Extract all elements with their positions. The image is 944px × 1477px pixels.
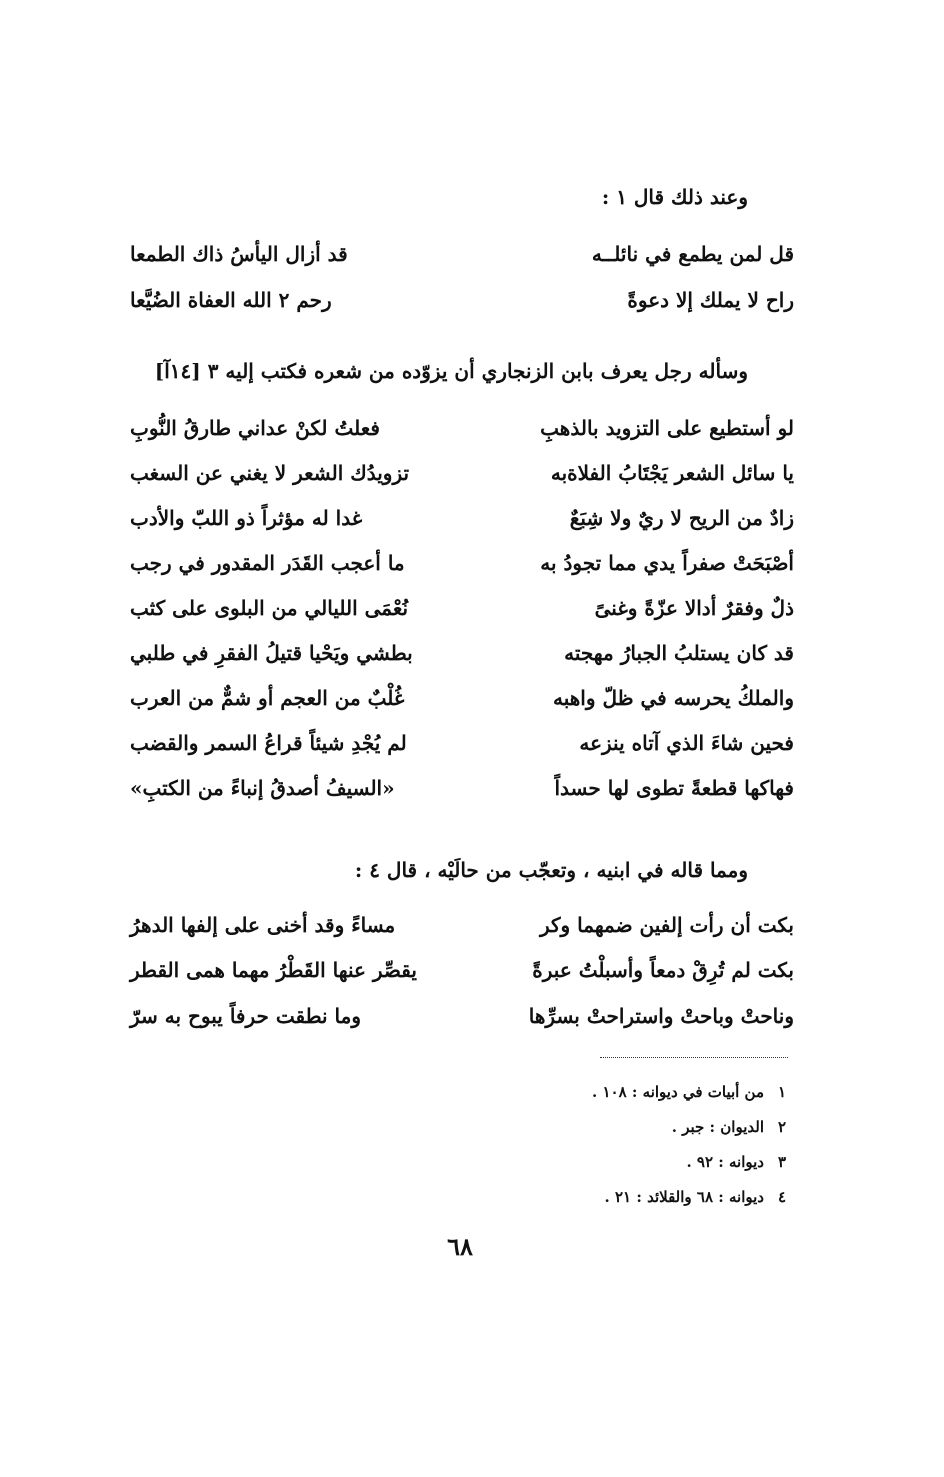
verse-hemistich-first: راح لا يملك إلا دعوةً xyxy=(627,288,794,312)
intro-line-3: ومما قاله في ابنيه ، وتعجّب من حالَيْه ، قال ٤ : xyxy=(354,858,748,882)
verse-couplet xyxy=(130,996,794,1036)
footnote xyxy=(266,1115,786,1139)
verse-hemistich-second: غدا له مؤثراً ذو اللبّ والأدب xyxy=(130,506,363,530)
verse-couplet xyxy=(130,453,794,493)
footnote xyxy=(266,1150,786,1174)
verse-hemistich-second: رحم ٢ الله العفاة الضُيَّعا xyxy=(130,288,332,312)
verse-couplet xyxy=(130,723,794,763)
intro-line-2: وسأله رجل يعرف بابن الزنجاري أن يزوّده من شعره فكتب إليه ٣ [١٤آ] xyxy=(154,359,748,383)
footnote-number: ٣ xyxy=(777,1153,786,1171)
verse-hemistich-first: فهاكها قطعةً تطوى لها حسداً xyxy=(554,776,794,800)
verse-couplet xyxy=(130,678,794,718)
footnote-text: الديوان : جبر . xyxy=(671,1118,764,1136)
verse-hemistich-first: وناحتْ وباحتْ واستراحتْ بسرِّها xyxy=(528,1004,794,1028)
verse-hemistich-first: فحين شاءَ الذي آتاه ينزعه xyxy=(579,731,794,755)
verse-hemistich-first: أصْبَحَتْ صفراً يدي مما تجودُ به xyxy=(540,551,794,575)
verse-couplet xyxy=(130,498,794,538)
verse-couplet xyxy=(130,280,794,320)
verse-couplet xyxy=(130,905,794,945)
verse-hemistich-second: فعلتُ لكنْ عداني طارقُ النُّوبِ xyxy=(130,416,380,440)
footnote xyxy=(266,1080,786,1104)
verse-hemistich-first: بكت لم تُرِقْ دمعاً وأسبلْتُ عبرةً xyxy=(532,958,794,982)
verse-hemistich-first: يا سائل الشعر يَجْتَابُ الفلاةبه xyxy=(550,461,794,485)
verse-couplet xyxy=(130,234,794,274)
verse-hemistich-second: لم يُجْدِ شيئاً قراعُ السمر والقضب xyxy=(130,731,407,755)
footnote-divider xyxy=(600,1057,788,1058)
verse-hemistich-second: يقصِّر عنها القَطْرُ مهما همى القطر xyxy=(130,958,417,982)
verse-hemistich-second: «السيفُ أصدقُ إنباءً من الكتبِ» xyxy=(130,776,395,800)
verse-couplet xyxy=(130,543,794,583)
verse-hemistich-first: قد كان يستلبُ الجبارُ مهجته xyxy=(564,641,794,665)
footnote-number: ٢ xyxy=(777,1118,786,1136)
footnote-text: من أبيات في ديوانه : ١٠٨ . xyxy=(592,1083,764,1101)
verse-hemistich-second: غُلْبٌ من العجم أو شمٌّ من العرب xyxy=(130,686,405,710)
verse-hemistich-first: والملكُ يحرسه في ظلّ واهبه xyxy=(552,686,794,710)
footnote xyxy=(266,1185,786,1209)
verse-hemistich-second: ما أعجب القَدَر المقدور في رجب xyxy=(130,551,405,575)
verse-couplet xyxy=(130,408,794,448)
verse-hemistich-second: تزويدُك الشعر لا يغني عن السغب xyxy=(130,461,410,485)
verse-hemistich-second: بطشي ويَحْيا قتيلُ الفقرِ في طلبي xyxy=(130,641,413,665)
verse-hemistich-second: نُعْمَى الليالي من البلوى على كثب xyxy=(130,596,409,620)
footnote-number: ٤ xyxy=(777,1188,786,1206)
intro-line-1: وعند ذلك قال ١ : xyxy=(601,185,748,209)
verse-hemistich-first: زادٌ من الريح لا ريٌ ولا شِبَعٌ xyxy=(569,506,794,530)
verse-hemistich-second: وما نطقت حرفاً يبوح به سرّ xyxy=(130,1004,361,1028)
verse-hemistich-second: مساءً وقد أخنى على إلفها الدهرُ xyxy=(130,913,396,937)
verse-hemistich-first: لو أستطيع على التزويد بالذهبِ xyxy=(540,416,794,440)
verse-hemistich-first: بكت أن رأت إلفين ضمهما وكر xyxy=(539,913,794,937)
verse-hemistich-first: قل لمن يطمع في نائلــه xyxy=(591,242,794,266)
verse-couplet xyxy=(130,633,794,673)
verse-hemistich-first: ذلٌ وفقرٌ أدالا عزّةً وغنىً xyxy=(594,596,794,620)
verse-couplet xyxy=(130,950,794,990)
page-number: ٦٨ xyxy=(447,1232,473,1261)
verse-couplet xyxy=(130,588,794,628)
verse-hemistich-second: قد أزال اليأسُ ذاك الطمعا xyxy=(130,242,348,266)
verse-couplet xyxy=(130,768,794,808)
footnote-text: ديوانه : ٦٨ والقلائد : ٢١ . xyxy=(604,1188,764,1206)
footnote-text: ديوانه : ٩٢ . xyxy=(686,1153,764,1171)
footnote-number: ١ xyxy=(777,1083,786,1101)
